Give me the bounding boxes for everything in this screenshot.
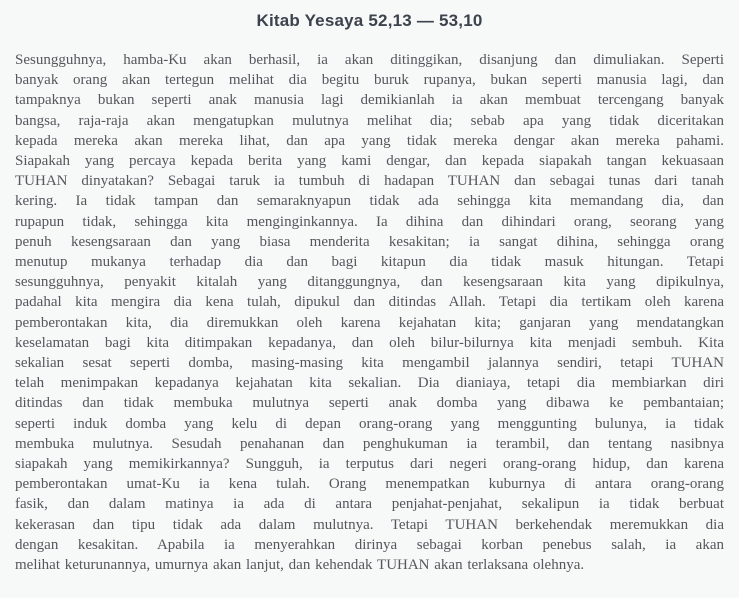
- text-line: sekalian sesat seperti domba, masing-masing kita mengambil jalannya sendiri, tetapi TUHAN: [15, 355, 724, 372]
- text-line: membuka mulutnya. Sesudah penahanan dan penghukuman ia terambil, dan tentang nasibnya: [15, 435, 724, 452]
- text-line: melihat keturunannya, umurnya akan lanjut, dan kehendak TUHAN akan terlaksana olehnya.: [15, 557, 585, 574]
- text-line: menutup mukanya terhadap dia dan bagi kitapun dia tidak masuk hitungan. Tetapi: [15, 254, 724, 271]
- text-line: fasik, dan dalam matinya ia ada di antara penjahat-penjahat, sekalipun ia tidak berbuat: [15, 496, 724, 513]
- text-line: sesungguhnya, penyakit kitalah yang ditanggungnya, dan kesengsaraan kita yang dipikulnya,: [15, 274, 724, 291]
- text-line: Sesungguhnya, hamba-Ku akan berhasil, ia akan ditinggikan, disanjung dan dimuliakan. Seperti: [15, 52, 724, 68]
- text-line: seperti induk domba yang kelu di depan orang-orang yang menggunting bulunya, ia tidak: [15, 415, 724, 432]
- text-line: ditindas dan tidak membuka mulutnya seperti anak domba yang dibawa ke pembantaian;: [15, 395, 724, 412]
- text-line: banyak orang akan tertegun melihat dia begitu buruk rupanya, bukan seperti manusia lagi, dan: [15, 72, 724, 89]
- text-line: Siapakah yang percaya kepada berita yang kami dengar, dan kepada siapakah tangan kekuasaan: [15, 153, 724, 170]
- text-line: bangsa, raja-raja akan mengatupkan mulutnya melihat dia; sebab apa yang tidak diceritakan: [15, 112, 724, 129]
- text-line: rupapun tidak, sehingga kita menginginkannya. Ia dihina dan dihindari orang, seorang yang: [15, 213, 724, 230]
- text-line: pemberontakan kita, dia diremukkan oleh karena kejahatan kita; ganjaran yang mendatangkan: [15, 314, 724, 331]
- text-line: tampaknya bukan seperti anak manusia lagi demikianlah ia akan membuat tercengang banyak: [15, 92, 724, 109]
- scripture-body: [15, 50, 724, 575]
- text-line: telah menimpakan kepadanya kejahatan kita sekalian. Dia dianiaya, tetapi dia membiarkan diri: [15, 375, 724, 392]
- text-line: penuh kesengsaraan dan yang biasa menderita kesakitan; ia sangat dihina, sehingga orang: [15, 233, 724, 250]
- text-line: kering. Ia tidak tampan dan semaraknyapun tidak ada sehingga kita memandang dia, dan: [15, 193, 724, 210]
- text-line: TUHAN dinyatakan? Sebagai taruk ia tumbuh di hadapan TUHAN dan sebagai tunas dari tanah: [15, 173, 724, 190]
- page-title: Kitab Yesaya 52,13 — 53,10: [256, 11, 483, 30]
- text-line: kekerasan dan tipu tidak ada dalam mulutnya. Tetapi TUHAN berkehendak meremukkan dia: [15, 516, 724, 533]
- text-line: siapakah yang memikirkannya? Sungguh, ia terputus dari negeri orang-orang hidup, dan karena: [15, 456, 724, 473]
- text-line: keselamatan bagi kita ditimpakan kepadanya, dan oleh bilur-bilurnya kita menjadi sembuh. Kita: [15, 334, 724, 351]
- text-line: padahal kita mengira dia kena tulah, dipukul dan ditindas Allah. Tetapi dia tertikam oleh karena: [15, 294, 724, 311]
- text-line: kepada mereka akan mereka lihat, dan apa yang tidak mereka dengar akan mereka pahami.: [15, 132, 724, 149]
- text-line: pemberontakan umat-Ku ia kena tulah. Orang menempatkan kuburnya di antara orang-orang: [15, 476, 724, 493]
- text-line: dengan kesakitan. Apabila ia menyerahkan dirinya sebagai korban penebus salah, ia akan: [15, 536, 724, 553]
